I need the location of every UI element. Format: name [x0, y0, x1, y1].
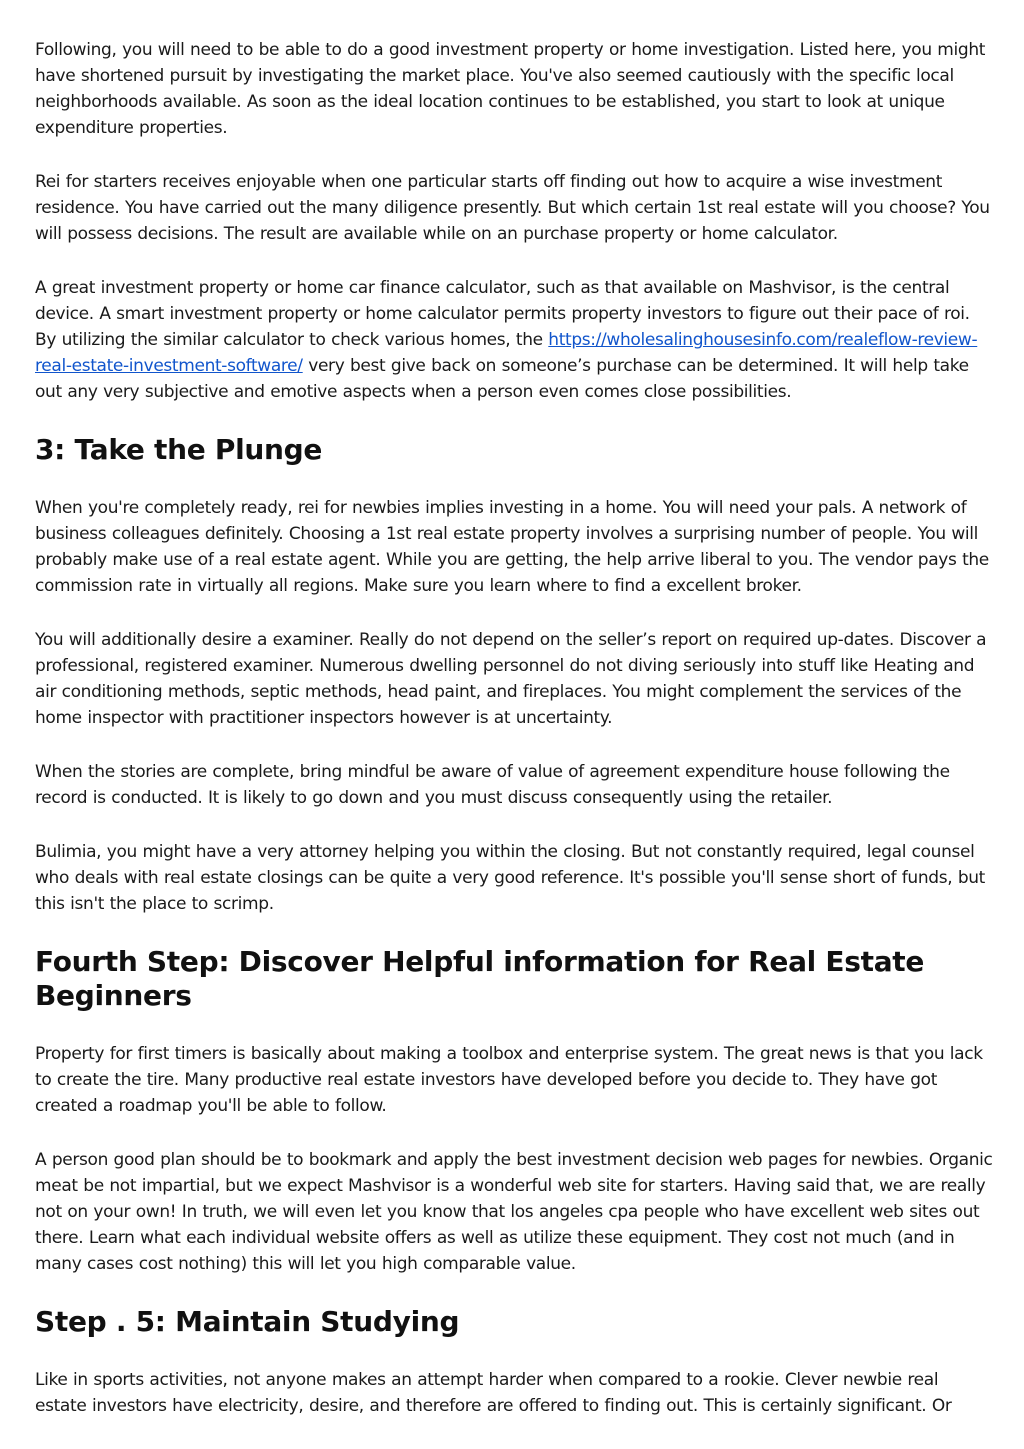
- calculator-text-after-link: very best give back on someone’s purchase can be determined. It will help take out any very subjective and emotive aspects when a person even comes close possibilities.: [35, 356, 969, 402]
- section-4-paragraph-2: A person good plan should be to bookmark and apply the best investment decision web pages for newbies. Organic meat be not impartial, but we expect Mashvisor is a wonderful web site for starters. Having said that, we are really not on your own! In truth, we will even let you know that los angeles cpa people who have excellent web sites out there. Learn what each individual website offers as well as utilize these equipment. They cost not much (and in many cases cost nothing) this will let you high comparable value.: [35, 1150, 993, 1274]
- section-3-paragraph-1: When you're completely ready, rei for newbies implies investing in a home. You will need your pals. A network of business colleagues definitely. Choosing a 1st real estate property involves a surprising number of people. You will probably make use of a real estate agent. While you are getting, the help arrive liberal to you. The vendor pays the commission rate in virtually all regions. Make sure you learn where to find a excellent broker.: [35, 498, 989, 596]
- section-5-paragraph-1: Like in sports activities, not anyone makes an attempt harder when compared to a rookie. Clever newbie real estate investors have electricity, desire, and therefore are offered to finding out. This is certainly significant. Or: [35, 1370, 952, 1416]
- intro-paragraph-2: Rei for starters receives enjoyable when one particular starts off finding out how to acquire a wise investment residence. You have carried out the many diligence presently. But which certain 1st real estate will you choose? You will possess decisions. The result are available while on an purchase property or home calculator.: [35, 172, 990, 244]
- section-5-heading: Step . 5: Maintain Studying: [35, 1305, 460, 1338]
- section-4-paragraph-1: Property for first timers is basically about making a toolbox and enterprise system. The great news is that you lack to create the tire. Many productive real estate investors have developed before you decide to. They have got created a roadmap you'll be able to follow.: [35, 1044, 983, 1116]
- section-4-heading: Fourth Step: Discover Helpful information for Real Estate Beginners: [35, 945, 925, 1012]
- section-3-paragraph-3: When the stories are complete, bring mindful be aware of value of agreement expenditure house following the record is conducted. It is likely to go down and you must discuss consequently using the retailer.: [35, 762, 950, 808]
- section-3-heading: 3: Take the Plunge: [35, 433, 323, 466]
- section-3-paragraph-2: You will additionally desire a examiner. Really do not depend on the seller’s report on required up-dates. Discover a professional, registered examiner. Numerous dwelling personnel do not diving seriously into stuff like Heating and air conditioning methods, septic methods, head paint, and fireplaces. You might complement the services of the home inspector with practitioner inspectors however is at uncertainty.: [35, 630, 987, 728]
- calculator-paragraph: [35, 275, 993, 405]
- calculator-text-before-link: A great investment property or home car finance calculator, such as that available on Mashvisor, is the central device. A smart investment property or home calculator permits property investors to figure out their pace of roi. By utilizing the similar calculator to check various homes, the: [35, 278, 970, 350]
- wholesaling-houses-link[interactable]: https://wholesalinghousesinfo.com/realeflow-review-real-estate-investment-software/: [35, 330, 978, 376]
- intro-paragraph-1: Following, you will need to be able to do a good investment property or home investigation. Listed here, you might have shortened pursuit by investigating the market place. You've also seemed cautiously with the specific local neighborhoods available. As soon as the ideal location continues to be established, you start to look at unique expenditure properties.: [35, 40, 986, 138]
- document-page: [35, 37, 993, 1447]
- section-3-paragraph-4: Bulimia, you might have a very attorney helping you within the closing. But not constantly required, legal counsel who deals with real estate closings can be quite a very good reference. It's possible you'll sense short of funds, but this isn't the place to scrimp.: [35, 842, 985, 914]
